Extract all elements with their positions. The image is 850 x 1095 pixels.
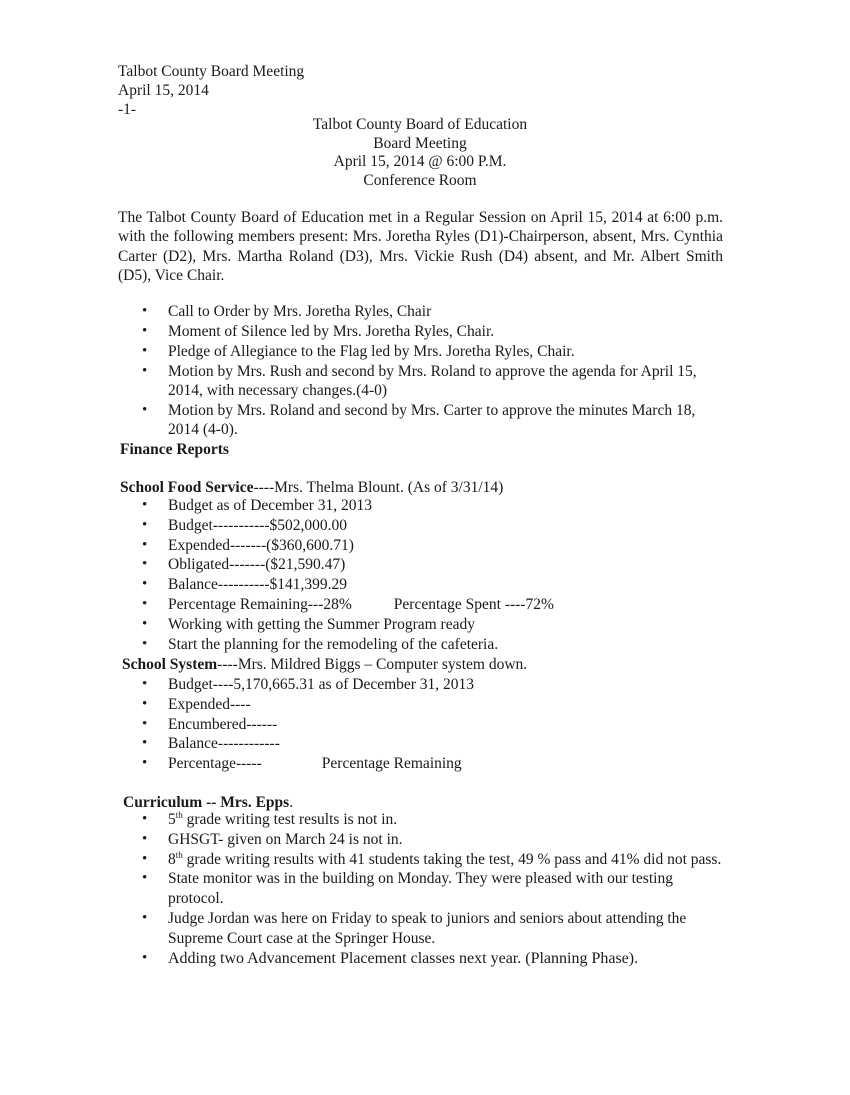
list-item: • GHSGT- given on March 24 is not in. <box>118 830 723 850</box>
page-header <box>118 62 304 119</box>
curriculum-list <box>118 810 723 968</box>
list-item-percentage <box>118 754 728 774</box>
title-block <box>200 116 640 190</box>
agenda-list <box>118 302 728 440</box>
agenda-item: • Motion by Mrs. Roland and second by Mrs. Carter to approve the minutes March 18, 2014 (4-0). <box>118 401 728 440</box>
list-item: • Working with getting the Summer Program ready <box>118 615 728 635</box>
list-item: • State monitor was in the building on Monday. They were pleased with our testing protocol. <box>118 869 723 909</box>
intro-paragraph: The Talbot County Board of Education met in a Regular Session on April 15, 2014 at 6:00 p.m. with the following members present: Mrs. Joretha Ryles (D1)-Chairperson, absent, Mrs. Cynthia Carter (D2), Mrs. Martha Roland (D3), Mrs. Vickie Rush (D4) absent, and Mr. Albert Smith (D5), Vice Chair. <box>118 209 723 284</box>
food-service-label: School Food Service <box>120 479 254 496</box>
list-item-percentages <box>118 595 728 615</box>
list-item: • Judge Jordan was here on Friday to speak to juniors and seniors about attending the Supreme Court case at the Springer House. <box>118 909 723 949</box>
school-system-list <box>118 675 728 774</box>
ordinal-suffix: th <box>175 849 183 860</box>
curriculum-heading-period: . <box>289 794 294 811</box>
agenda-item: • Motion by Mrs. Rush and second by Mrs. Roland to approve the agenda for April 15, 2014, with necessary changes.(4-0) <box>118 362 728 401</box>
agenda-item: • Moment of Silence led by Mrs. Joretha Ryles, Chair. <box>118 322 728 341</box>
list-item: • Budget as of December 31, 2013 <box>118 496 728 516</box>
list-item: • Budget-----------$502,000.00 <box>118 516 728 536</box>
list-item: • Encumbered------ <box>118 715 728 735</box>
title-org: Talbot County Board of Education <box>312 116 528 133</box>
school-system-heading <box>122 655 527 675</box>
agenda-item: • Pledge of Allegiance to the Flag led by Mrs. Joretha Ryles, Chair. <box>118 342 728 361</box>
food-service-list <box>118 496 728 654</box>
list-item: • Budget----5,170,665.31 as of December 31, 2013 <box>118 675 728 695</box>
food-service-heading <box>120 478 503 498</box>
title-datetime: April 15, 2014 @ 6:00 P.M. <box>333 153 507 170</box>
list-item: • Balance----------$141,399.29 <box>118 575 728 595</box>
header-date: April 15, 2014 <box>118 82 209 99</box>
title-location: Conference Room <box>363 171 477 189</box>
pct-remaining: Percentage Remaining <box>321 755 462 773</box>
pct-spent: Percentage Spent ----72% <box>393 595 554 613</box>
food-service-detail: ----Mrs. Thelma Blount. (As of 3/31/14) <box>253 479 504 496</box>
grade-number: 5 <box>168 811 176 828</box>
header-title: Talbot County Board Meeting <box>118 63 305 80</box>
page-number: -1- <box>118 101 137 118</box>
list-item: • Balance------------ <box>118 734 728 754</box>
list-item: • Obligated-------($21,590.47) <box>118 555 728 575</box>
pct-label: Percentage----- <box>168 755 262 773</box>
list-item: • Start the planning for the remodeling of the cafeteria. <box>118 635 728 655</box>
list-item: • Expended-------($360,600.71) <box>118 536 728 556</box>
item-text: grade writing test results is not in. <box>182 811 398 828</box>
grade-number: 8 <box>168 850 176 868</box>
school-system-label: School System <box>122 656 218 673</box>
finance-heading: Finance Reports <box>120 441 229 458</box>
ordinal-suffix: th <box>175 810 183 820</box>
list-item: • Expended---- <box>118 695 728 715</box>
list-item <box>118 810 723 830</box>
agenda-item: • Call to Order by Mrs. Joretha Ryles, Chair <box>118 302 728 321</box>
curriculum-label: Curriculum -- Mrs. Epps <box>123 794 290 811</box>
pct-remaining: Percentage Remaining---28% <box>168 595 352 613</box>
list-item: • Adding two Advancement Placement classes next year. (Planning Phase). <box>118 949 723 969</box>
school-system-detail: ----Mrs. Mildred Biggs – Computer system down. <box>217 656 528 673</box>
title-meeting: Board Meeting <box>373 134 467 152</box>
list-item <box>118 850 723 870</box>
item-text: grade writing results with 41 students taking the test, 49 % pass and 41% did not pass. <box>182 850 722 868</box>
